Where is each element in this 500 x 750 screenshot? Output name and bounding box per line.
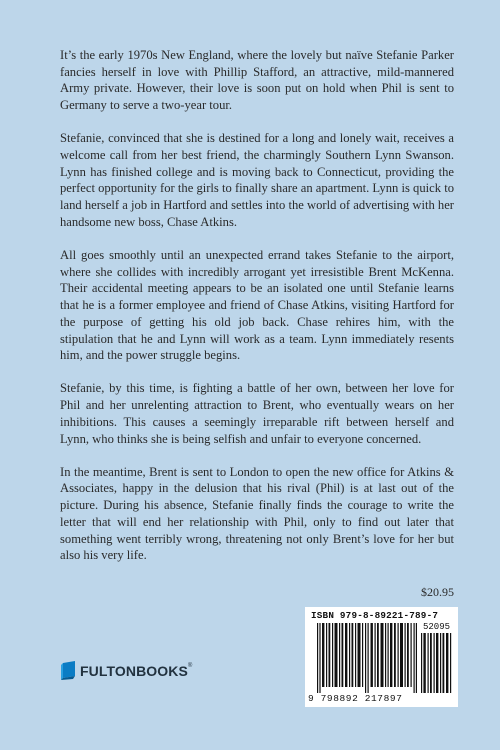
barcode-bars <box>317 623 417 693</box>
ean-digits: 9 798892 217897 <box>308 693 403 704</box>
isbn-barcode <box>305 607 458 707</box>
blurb-paragraph-3: All goes smoothly until an unexpected errand takes Stefanie to the airport, where she collides with incredibly arrogant yet irresistible Brent McKenna. Their accidental meeting appears to be an isolated one until Stefanie learns that he is a former employee and friend of Chase Atkins, visiting Hartford for the purpose of getting his old job back. Chase rehires him, with the stipulation that he and Lynn will work as a team. Lynn immediately resents him, and the power struggle begins. <box>60 248 454 363</box>
barcode-addon-digits: 52095 <box>423 622 451 632</box>
blurb-paragraph-1: It’s the early 1970s New England, where the lovely but naïve Stefanie Parker fancies herself in love with Phillip Stafford, an attractive, mild-mannered Army private. However, their love is soon put on hold when Phil is sent to Germany to serve a two-year tour. <box>60 48 454 113</box>
blurb-paragraph-4: Stefanie, by this time, is fighting a battle of her own, between her love for Phil and her unrelenting attraction to Brent, who eventually wears on her inhibitions. This causes a seemingly irreparable rift between herself and Lynn, who thinks she is being selfish and unfair to everyone concerned. <box>60 381 454 446</box>
publisher-logo <box>60 661 192 681</box>
price-label: $20.95 <box>421 585 454 599</box>
blurb-paragraph-5: In the meantime, Brent is sent to London to open the new office for Atkins & Associates, happy in the delusion that his rival (Phil) is at last out of the picture. During his absence, Stefanie finally finds the courage to write the letter that will end her relationship with Phil, only to find out later that something went terribly wrong, threatening not only Brent’s love for her but also his very life. <box>60 464 454 563</box>
isbn-label: ISBN 979-8-89221-789-7 <box>311 610 439 621</box>
barcode-addon-bars <box>421 633 453 693</box>
book-icon <box>60 661 78 681</box>
publisher-name: FULTONBOOKS® <box>80 663 193 679</box>
blurb-paragraph-2: Stefanie, convinced that she is destined for a long and lonely wait, receives a welcome call from her best friend, the charmingly Southern Lynn Swanson. Lynn has finished college and is moving back to Connecticut, providing the perfect opportunity for the girls to finally share an apartment. Lynn is quick to land herself a job in Hartford and settles into the world of advertising with her handsome new boss, Chase Atkins. <box>60 131 454 229</box>
back-cover-blurb <box>60 47 454 580</box>
